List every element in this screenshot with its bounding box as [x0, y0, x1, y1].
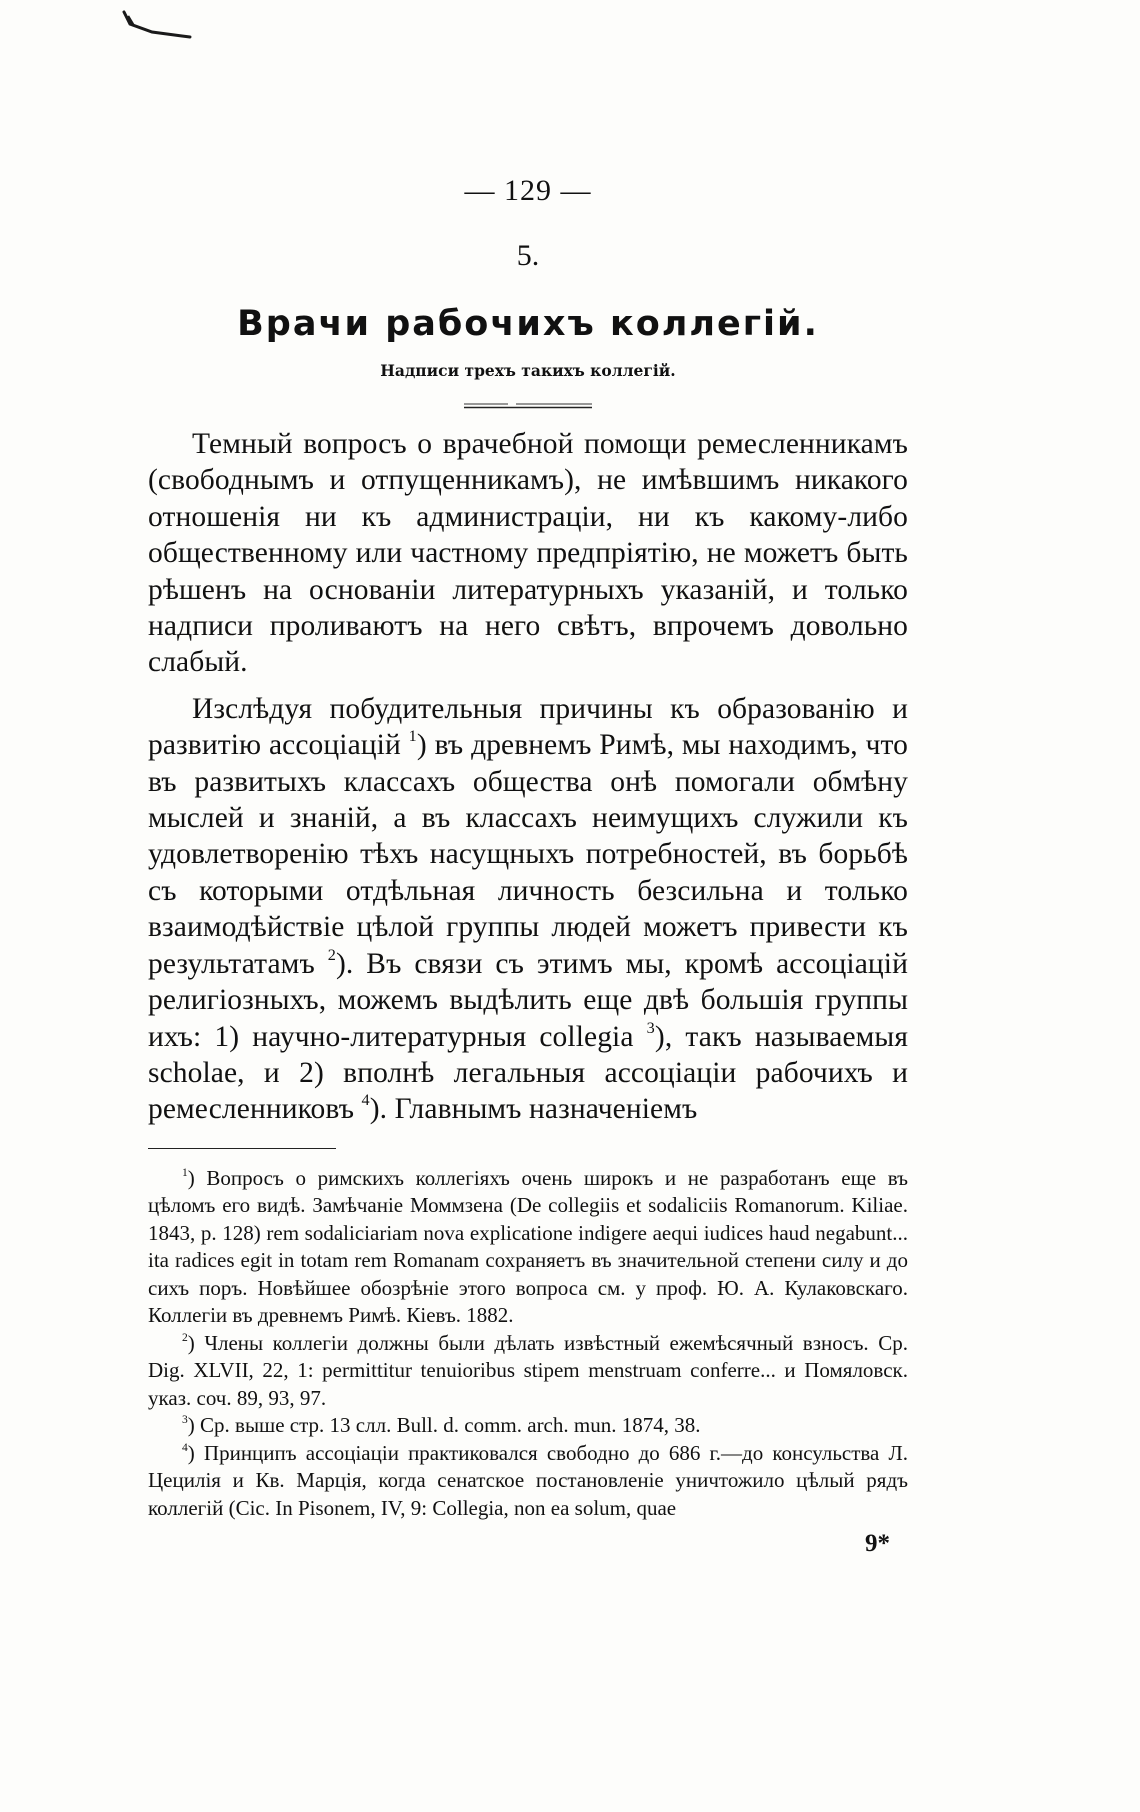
printer-signature-mark: 9*	[865, 1530, 890, 1558]
section-subtitle: Надписи трехъ такихъ коллегій.	[380, 361, 676, 380]
paragraph-2-part-b: ) въ древнемъ Римѣ, мы находимъ, что въ развитыхъ классахъ общества онѣ помогали обмѣну мыслей и знаній, а въ классахъ неимущихъ служили къ удовлетворенію тѣхъ насущныхъ потребностей, въ борьбѣ съ которыми отдѣльная личность безсильна и только взаимодѣйствіе цѣлой группы людей можетъ привести къ результатамъ	[148, 729, 908, 980]
footnote-text: ) Члены коллегіи должны были дѣлать извѣстный ежемѣсячный взносъ. Cp. Dig. XLVII, 22, 1: permittitur tenuioribus stipem menstruam conferre... и Помяловск. указ. соч. 89, 93, 97.	[148, 1330, 908, 1410]
book-page	[148, 170, 908, 1558]
paragraph-2-part-e: ). Главнымъ назначеніемъ	[369, 1093, 698, 1126]
footnote-ref-4: 4	[361, 1091, 370, 1110]
paragraph-2-part-a: Изслѣдуя побудительныя причины къ образованію и развитію ассоціацій	[148, 692, 908, 762]
footnote-ref-3: 3	[646, 1018, 655, 1037]
footnote-text: ) Вопросъ о римскихъ коллегіяхъ очень широкъ и не разработанъ еще въ цѣломъ его видѣ. Замѣчаніе Моммзена (De collegiis et sodaliciis Romanorum. Kiliae. 1843, p. 128) rem sodaliciariam nova explicatione indigere aequi iudices haud negabunt... ita radices egit in totam rem Romanam сохраняетъ въ значительной степени силу и до сихъ поръ. Новѣйшее обозрѣніе этого вопроса см. у проф. Ю. А. Кулаковскаго. Коллегіи въ древнемъ Римѣ. Кіевъ. 1882.	[148, 1165, 908, 1328]
footnotes	[148, 1165, 908, 1523]
footnote-marker: 2	[182, 1331, 188, 1344]
paragraph-2-part-d: ), такъ называемыя scholae, и 2) вполнѣ легальныя ассоціаціи рабочихъ и ремесленниковъ	[148, 1020, 908, 1126]
footnote-separator	[148, 1148, 336, 1149]
main-text	[148, 426, 908, 1128]
footnote-1	[148, 1165, 908, 1330]
paragraph-2-part-c: ). Въ связи съ этимъ мы, кромѣ ассоціацій религіозныхъ, можемъ выдѣлить еще двѣ большія группы ихъ: 1) научно-литературныя collegia	[148, 947, 908, 1053]
paragraph-2	[148, 691, 908, 1128]
section-number: 5.	[516, 239, 540, 272]
footnote-3	[148, 1412, 908, 1440]
footnote-2	[148, 1330, 908, 1413]
footnote-ref-2: 2	[327, 945, 336, 964]
footnote-text: ) Принципъ ассоціаціи практиковался свободно до 686 г.—до консульства Л. Цецилія и Кв. Марція, когда сенатское постановленіе уничтожило цѣлый рядъ коллегій (Cic. In Pisonem, IV, 9: Collegia, non ea solum, quae	[148, 1440, 908, 1520]
footnote-ref-1: 1	[408, 727, 417, 746]
paragraph-1: Темный вопросъ о врачебной помощи ремесленникамъ (свободнымъ и отпущенникамъ), не имѣвшимъ никакого отношенія ни къ администраціи, ни къ какому-либо общественному или частному предпріятію, не можетъ быть рѣшенъ на основаніи литературныхъ указаній, и только надписи проливаютъ на него свѣтъ, впрочемъ довольно слабый.	[148, 428, 908, 679]
footnote-marker: 4	[182, 1441, 188, 1454]
footnote-marker: 3	[182, 1413, 188, 1426]
ornamental-divider	[464, 402, 592, 410]
footnote-4	[148, 1440, 908, 1523]
scan-corner-mark	[122, 10, 192, 42]
page-number: — 129 —	[464, 174, 592, 207]
section-title: Врачи рабочихъ коллегій.	[237, 304, 819, 344]
footnote-marker: 1	[182, 1166, 188, 1179]
footnote-text: ) Cp. выше стр. 13 слл. Bull. d. comm. arch. mun. 1874, 38.	[187, 1413, 701, 1438]
